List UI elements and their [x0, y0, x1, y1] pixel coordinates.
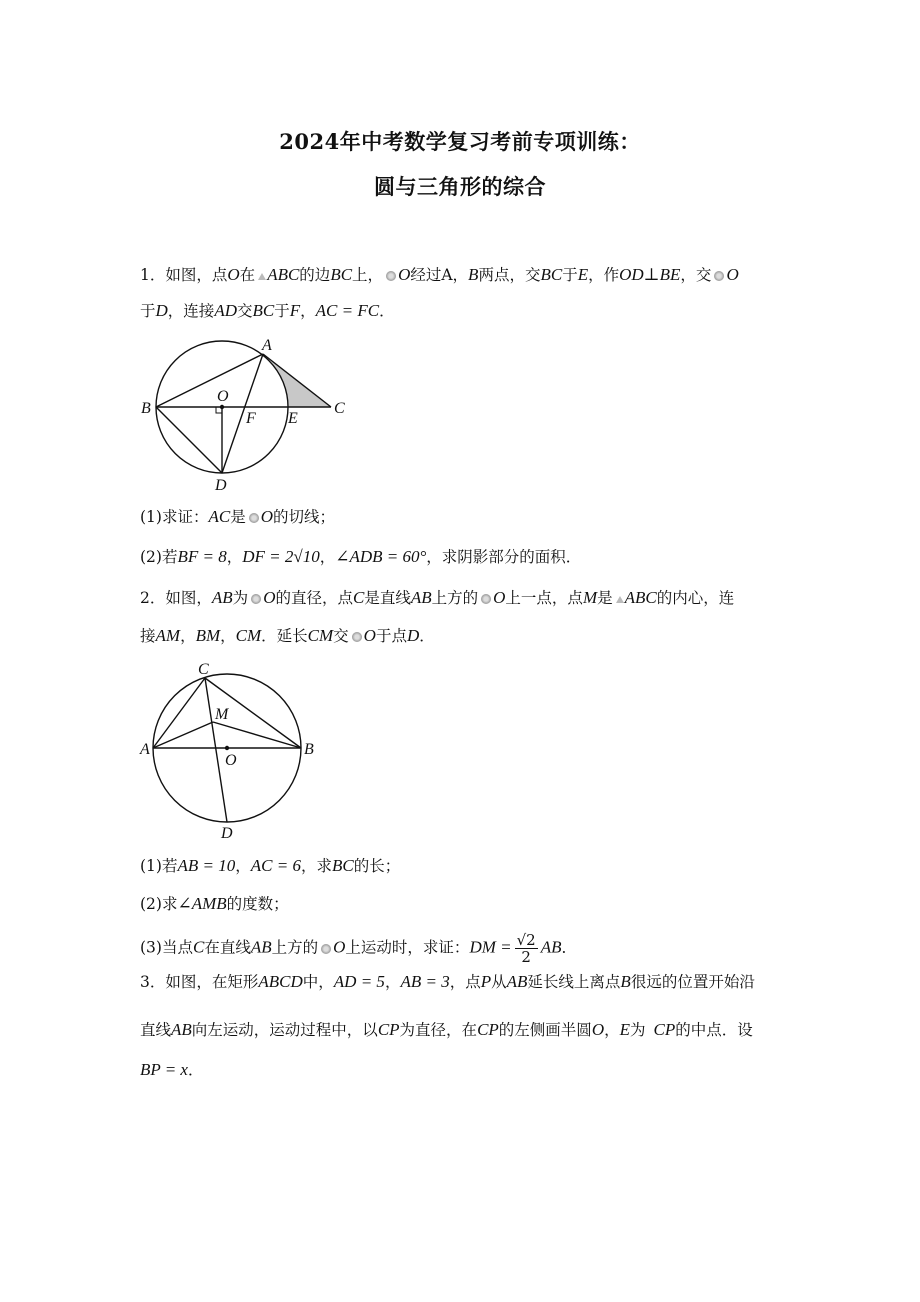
math: P [480, 972, 492, 991]
label-D: D [215, 477, 227, 494]
text: ，求阴影部分的面积． [426, 548, 582, 566]
circle-icon [481, 594, 491, 604]
math: O [726, 265, 739, 284]
text: 在 [239, 266, 256, 284]
text: ， [384, 973, 401, 991]
text: ，连接 [167, 302, 215, 320]
text: ， [226, 548, 243, 566]
text: 上， [352, 266, 384, 284]
text: 在直线 [204, 938, 251, 957]
label-A: A [262, 337, 272, 354]
text: 的边 [299, 266, 331, 284]
text: 于 [274, 302, 290, 320]
text: 于 [140, 302, 156, 320]
text: ，交 [680, 266, 712, 284]
text: 为直径，在 [399, 1021, 478, 1039]
text: 两点，交 [478, 266, 541, 284]
math: B [468, 265, 479, 284]
math: D [406, 626, 420, 645]
math: D [155, 301, 168, 320]
label-O: O [225, 752, 237, 769]
problem-1-sub-1 [140, 507, 335, 527]
math: C [352, 588, 365, 607]
math: O [363, 626, 376, 645]
math: AM [155, 626, 181, 645]
math: OD⊥BE [619, 265, 681, 284]
sub-label: (1) [140, 508, 162, 526]
math: BP = x [140, 1060, 188, 1079]
math: DM = [469, 937, 512, 957]
math: O [333, 937, 346, 957]
math: AB [540, 937, 562, 957]
triangle-icon [616, 596, 624, 603]
math: ABCD [258, 972, 303, 991]
problem-2-sub-2 [140, 894, 289, 914]
triangle-icon [258, 273, 266, 280]
text: ， [300, 302, 316, 320]
fraction [515, 932, 538, 965]
math: BC [252, 301, 275, 320]
math: AB [506, 972, 528, 991]
math: F [289, 301, 301, 320]
text: ， [180, 627, 196, 645]
problem-2-sub-1 [140, 856, 400, 876]
label-O: O [217, 388, 229, 405]
sub-label: (1) [140, 857, 162, 875]
text: 直线 [140, 1021, 172, 1039]
math: CP [377, 1020, 400, 1039]
math: O [260, 507, 274, 526]
text: 的中点．设 [675, 1021, 753, 1039]
text: ．延长 [261, 627, 308, 645]
text: 是 [230, 508, 246, 526]
text: 于点 [375, 627, 407, 645]
circle-icon [249, 513, 259, 523]
text: ，求 [300, 857, 332, 875]
text: 如图，点 [165, 266, 228, 284]
text: ． [187, 1061, 204, 1079]
math: AC [208, 507, 231, 526]
circle-icon [352, 632, 362, 642]
label-B: B [141, 400, 151, 417]
label-B: B [304, 741, 314, 758]
math: AC = 6 [250, 856, 301, 875]
math: BC [540, 265, 563, 284]
math: AB = 10 [177, 856, 236, 875]
math: AB [211, 588, 233, 607]
text: 的长； [353, 857, 401, 875]
problem-2-sub-3 [140, 932, 577, 965]
text: 的度数； [226, 895, 289, 913]
text: ， [235, 857, 251, 875]
math: AB [410, 588, 432, 607]
math: DF = 2√10 [242, 547, 320, 566]
math: CP [477, 1020, 499, 1039]
problem-number: 3． [140, 973, 166, 991]
math: ∠AMB [177, 894, 227, 913]
text: ， [319, 548, 336, 566]
math: E [577, 265, 589, 284]
text: 上方的 [431, 589, 479, 607]
text: 于 [562, 266, 578, 284]
problem-1-line-2 [140, 301, 395, 321]
math: AB [171, 1020, 192, 1039]
text: 很远的位置开始沿 [630, 973, 755, 991]
circle-icon [321, 944, 331, 954]
problem-2-line-2 [140, 626, 435, 646]
text: 延长线上离点 [527, 973, 621, 991]
math: BC [330, 265, 353, 284]
text: ， [604, 1021, 620, 1039]
math: C [192, 937, 205, 957]
text: 为 [232, 589, 249, 607]
sub-label: (2) [140, 548, 162, 566]
math: O [227, 265, 240, 284]
math: O [263, 588, 276, 607]
text: 如图， [165, 589, 212, 607]
math: M [582, 588, 598, 607]
text: 如图，在矩形 [165, 973, 259, 991]
math: BM [195, 626, 221, 645]
label-C: C [198, 661, 209, 678]
sub-label: (3) [140, 938, 162, 957]
text: 的直径，点 [275, 589, 353, 607]
text: 交 [333, 627, 349, 645]
math: AD = 5 [333, 972, 385, 991]
math: BF = 8 [177, 547, 227, 566]
circle-icon [251, 594, 261, 604]
problem-number: 1． [140, 266, 166, 284]
text: ，点 [449, 973, 481, 991]
math: AC = FC [315, 301, 380, 320]
text: ， [220, 627, 236, 645]
problem-2-figure [130, 655, 330, 845]
page-title-line2: 圆与三角形的综合 [374, 174, 546, 199]
text: 向左运动，运动过程中，以 [191, 1021, 378, 1039]
problem-3-line-2 [140, 1020, 753, 1040]
math: AB = 3 [400, 972, 450, 991]
math: AD [214, 301, 237, 320]
text: 是 [597, 589, 613, 607]
text: ，作 [588, 266, 620, 284]
text: 接 [140, 627, 156, 645]
text: 上运动时，求证： [345, 938, 470, 957]
math: B [620, 972, 631, 991]
label-C: C [334, 400, 345, 417]
text: 的切线； [273, 508, 336, 526]
circle-icon [714, 271, 724, 281]
problem-1-sub-2 [140, 547, 581, 567]
text: 若 [161, 548, 178, 566]
text: 从 [491, 973, 507, 991]
text: 的内心，连 [656, 589, 735, 607]
math: CM [307, 626, 334, 645]
label-M: M [215, 706, 229, 723]
text: ． [419, 627, 435, 645]
math: O [493, 588, 506, 607]
text: 经过A， [410, 266, 469, 284]
text: 为 [630, 1021, 646, 1039]
problem-3-line-1 [140, 972, 755, 992]
math: O [591, 1020, 605, 1039]
math: AB [250, 937, 272, 957]
math: BC [331, 856, 354, 875]
text: 上一点，点 [505, 589, 583, 607]
text: 交 [236, 302, 253, 320]
math: CP [653, 1020, 676, 1039]
label-A: A [140, 741, 150, 758]
problem-1-figure [130, 325, 360, 495]
fraction-numerator: √2 [516, 931, 536, 949]
text: 是直线 [364, 589, 411, 607]
text: 求 [161, 895, 178, 913]
problem-3-line-3 [140, 1060, 204, 1080]
problem-number: 2． [140, 589, 166, 607]
math: E [619, 1020, 630, 1039]
text: 求证： [161, 508, 209, 526]
problem-2-line-1 [140, 588, 734, 608]
text: 若 [161, 857, 178, 875]
text: 上方的 [271, 938, 319, 957]
math: ABC [267, 265, 300, 284]
text: ． [379, 302, 395, 320]
math: O [398, 265, 411, 284]
math: ∠ADB = 60° [335, 547, 427, 566]
problem-1-line-1 [140, 265, 739, 285]
label-F: F [246, 410, 256, 427]
page-title-line1: 2024年中考数学复习考前专项训练： [279, 129, 641, 154]
text: ． [561, 938, 578, 957]
sub-label: (2) [140, 895, 162, 913]
label-D: D [221, 825, 233, 842]
text: 当点 [161, 938, 193, 957]
math: ABC [624, 588, 657, 607]
text: 的左侧画半圆 [498, 1021, 592, 1039]
circle-icon [386, 271, 396, 281]
label-E: E [288, 410, 298, 427]
math: CM [235, 626, 262, 645]
fraction-denominator: 2 [521, 948, 531, 966]
text: 中， [302, 973, 334, 991]
